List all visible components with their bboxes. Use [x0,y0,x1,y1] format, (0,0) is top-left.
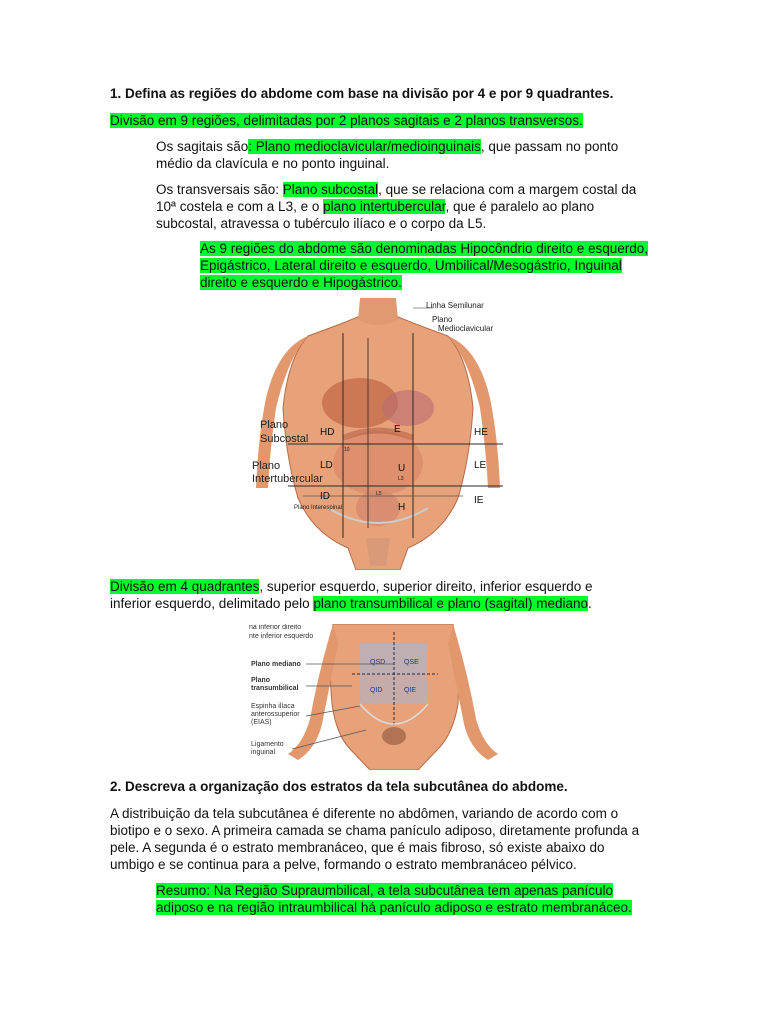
label-eias-1: Espinha ilíaca [251,703,295,710]
transverse-middle: , que se relaciona com a margem costal da 10ª costela e com a L3, e o [156,182,637,214]
sagittal-prefix: Os sagitais são [156,139,249,154]
label-plano-inter-2: Intertubercular [252,473,323,485]
quadrant-qse: QSE [404,659,419,666]
label-plano-mediano: Plano mediano [251,661,301,668]
nine-regions-figure [248,298,512,570]
label-plano-subcostal-2: Subcostal [260,433,309,445]
quadrant-qie: QIE [404,687,417,694]
sagittal-highlight: : Plano medioclavicular/medioinguinais [248,139,481,154]
four-quadrants-middle: , superior esquerdo, superior direito, inferior esquerdo e inferior esquerdo, delimitado pelo [110,579,593,611]
label-plano-top: Plano [432,315,453,324]
label-linha-semilunar: Linha Semilunar [426,301,484,310]
transverse-suffix: , que é paralelo ao plano subcostal, atravessa o tubérculo ilíaco e o corpo da L5. [156,199,595,231]
label-plano-transumbilical-1: Plano [251,677,271,684]
region-hd: HD [320,427,335,438]
nine-regions-intro-text: Divisão em 9 regiões, delimitadas por 2 planos sagitais e 2 planos transversos. [110,113,583,128]
sagittal-planes-paragraph [156,138,646,172]
four-quadrants-paragraph [110,578,630,612]
transverse-prefix: Os transversais são: [156,182,283,197]
transverse-planes-paragraph [156,181,648,232]
quadrant-qid: QID [370,687,383,694]
label-eias-3: (EIAS) [251,719,272,726]
label-l5: L5 [376,491,382,497]
label-ligamento-1: Ligamento [251,741,284,748]
label-plano-inter-1: Plano [252,460,281,472]
region-e: E [394,424,401,435]
region-h: H [398,502,406,513]
label-top-1: na inferior direito [249,624,302,631]
transverse-highlight-intertubercular: plano intertubercular [323,199,446,214]
label-top-2: nte inferior esquerdo [249,633,314,640]
region-he: HE [474,427,488,438]
sagittal-suffix: , que passam no ponto médio da clavícula e no ponto inguinal. [156,139,619,171]
region-le: LE [474,460,487,471]
label-plano-subcostal-1: Plano [260,419,289,431]
label-medioclavicular: Medioclavicular [438,324,494,333]
region-u: U [398,463,406,474]
question-2-title: 2. Descreva a organização dos estratos da tela subcutânea do abdome. [110,779,568,794]
question-1-title: 1. Defina as regiões do abdome com base na divisão por 4 e por 9 quadrantes. [110,86,614,101]
four-quadrants-end: . [588,596,592,611]
nine-regions-intro [110,112,630,129]
four-quadrants-figure [248,624,510,770]
four-quadrants-highlight: Divisão em 4 quadrantes [110,579,260,594]
quadrant-qsd: QSD [370,659,386,666]
subcutaneous-summary [156,882,658,916]
nine-regions-summary-text: As 9 regiões do abdome são denominadas Hipocôndrio direito e esquerdo, Epigástrico, Lateral direito e esquerdo, Umbilical/Mesogástrio, Inguinal direito e esquerdo e Hipogástrico. [200,241,649,290]
nine-regions-summary [200,240,662,291]
four-quadrants-planes-highlight: plano transumbilical e plano (sagital) mediano [313,596,589,611]
label-eias-2: anterossuperior [251,711,300,718]
region-ie: IE [474,495,484,506]
region-id: ID [320,491,330,502]
label-10: 10 [344,447,350,453]
label-plano-interespinal: Plano Interespinal [294,505,343,511]
transverse-highlight-subcostal: Plano subcostal [282,182,379,197]
label-plano-transumbilical-2: transumbilical [251,685,299,692]
label-l3: L3 [398,476,404,482]
subcutaneous-summary-text: Resumo: Na Região Supraumbilical, a tela subcutânea tem apenas panículo adiposo e na região intraumbilical há panículo adiposo e estrato membranáceo. [156,883,632,915]
subcutaneous-body: A distribuição da tela subcutânea é diferente no abdômen, variando de acordo com o biotipo e o sexo. A primeira camada se chama panículo adiposo, diretamente profunda a pele. A segunda é o estrato membranáceo, que é mais fibroso, só existe abaixo do umbigo e se continua para a pelve, formando o estrato membranáceo pélvico. [110,806,640,872]
label-ligamento-2: inguinal [251,749,276,756]
region-ld: LD [320,460,333,471]
